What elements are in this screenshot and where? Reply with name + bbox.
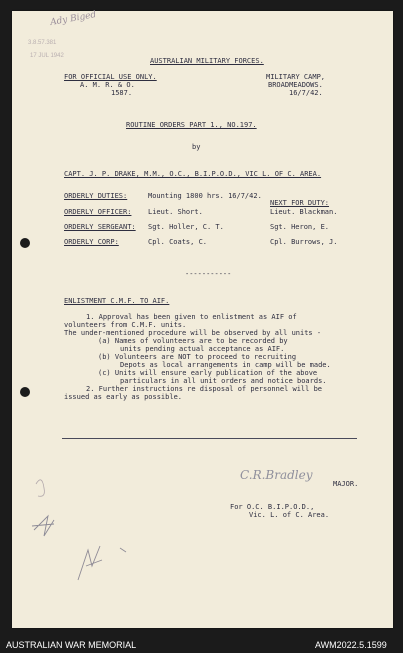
paragraph-line: units pending actual acceptance as AIF.	[120, 345, 285, 353]
orderly-corp-label: ORDERLY CORP:	[64, 238, 119, 246]
paragraph-line: particulars in all unit orders and notice boards.	[120, 377, 327, 385]
camp-location: BROADMEADOWS.	[268, 81, 323, 89]
document-heading: AUSTRALIAN MILITARY FORCES.	[150, 57, 264, 65]
pencil-note-number: 3.8.57.381	[28, 40, 57, 46]
paragraph-line: 1. Approval has been given to enlistment as AIF of	[86, 313, 297, 321]
enlistment-heading: ENLISTMENT C.M.F. TO AIF.	[64, 297, 170, 305]
pencil-note-top: Ady Biged	[49, 10, 98, 28]
orderly-officer-label: ORDERLY OFFICER:	[64, 208, 132, 216]
next-for-duty-label: NEXT FOR DUTY:	[270, 199, 330, 207]
signatory-rank: MAJOR.	[333, 480, 359, 488]
orderly-corp-next: Cpl. Burrows, J.	[270, 238, 338, 246]
horizontal-rule	[62, 438, 357, 439]
paragraph-line: The under-mentioned procedure will be observed by all units -	[64, 329, 322, 337]
official-use-line: FOR OFFICIAL USE ONLY.	[64, 73, 157, 81]
issuing-officer: CAPT. J. P. DRAKE, M.M., O.C., B.I.P.O.D., VIC L. OF C. AREA.	[64, 170, 322, 178]
paragraph-line: 2. Further instructions re disposal of personnel will be	[86, 385, 323, 393]
signatory-for-line: For O.C. B.I.P.O.D.,	[230, 503, 315, 511]
reference-number: 1587.	[111, 89, 133, 97]
paragraph-line: Depots as local arrangements in camp will be made.	[120, 361, 331, 369]
paragraph-line: (a) Names of volunteers are to be recorded by	[98, 337, 288, 345]
punch-hole	[20, 238, 30, 248]
footer-institution: AUSTRALIAN WAR MEMORIAL	[6, 640, 137, 650]
reference-code: A. M. R. & O.	[80, 81, 135, 89]
paragraph-line: (c) Units will ensure early publication of the above	[98, 369, 318, 377]
orderly-officer-next: Lieut. Blackman.	[270, 208, 338, 216]
document-date: 16/7/42.	[289, 89, 323, 97]
orderly-sergeant-label: ORDERLY SERGEANT:	[64, 223, 136, 231]
orderly-sergeant-value: Sgt. Holler, C. T.	[148, 223, 224, 231]
orderly-sergeant-next: Sgt. Heron, E.	[270, 223, 330, 231]
paragraph-line: issued as early as possible.	[64, 393, 183, 401]
orders-title: ROUTINE ORDERS PART 1., NO.197.	[126, 121, 257, 129]
camp-name: MILITARY CAMP,	[266, 73, 326, 81]
punch-hole	[20, 387, 30, 397]
orderly-officer-value: Lieut. Short.	[148, 208, 203, 216]
section-divider: -----------	[185, 270, 232, 278]
footer-accession-number: AWM2022.5.1599	[315, 640, 387, 650]
date-stamp: 17 JUL 1942	[30, 53, 64, 59]
signatory-area-line: Vic. L. of C. Area.	[249, 511, 330, 519]
by-line: by	[192, 143, 201, 151]
paragraph-line: volunteers from C.M.F. units.	[64, 321, 187, 329]
signature: C.R.Bradley	[240, 468, 313, 482]
orderly-duties-value: Mounting 1800 hrs. 16/7/42.	[148, 192, 262, 200]
orderly-duties-label: ORDERLY DUTIES:	[64, 192, 128, 200]
paragraph-line: (b) Volunteers are NOT to proceed to recruiting	[98, 353, 297, 361]
orderly-corp-value: Cpl. Coats, C.	[148, 238, 208, 246]
pencil-marks	[26, 470, 146, 590]
